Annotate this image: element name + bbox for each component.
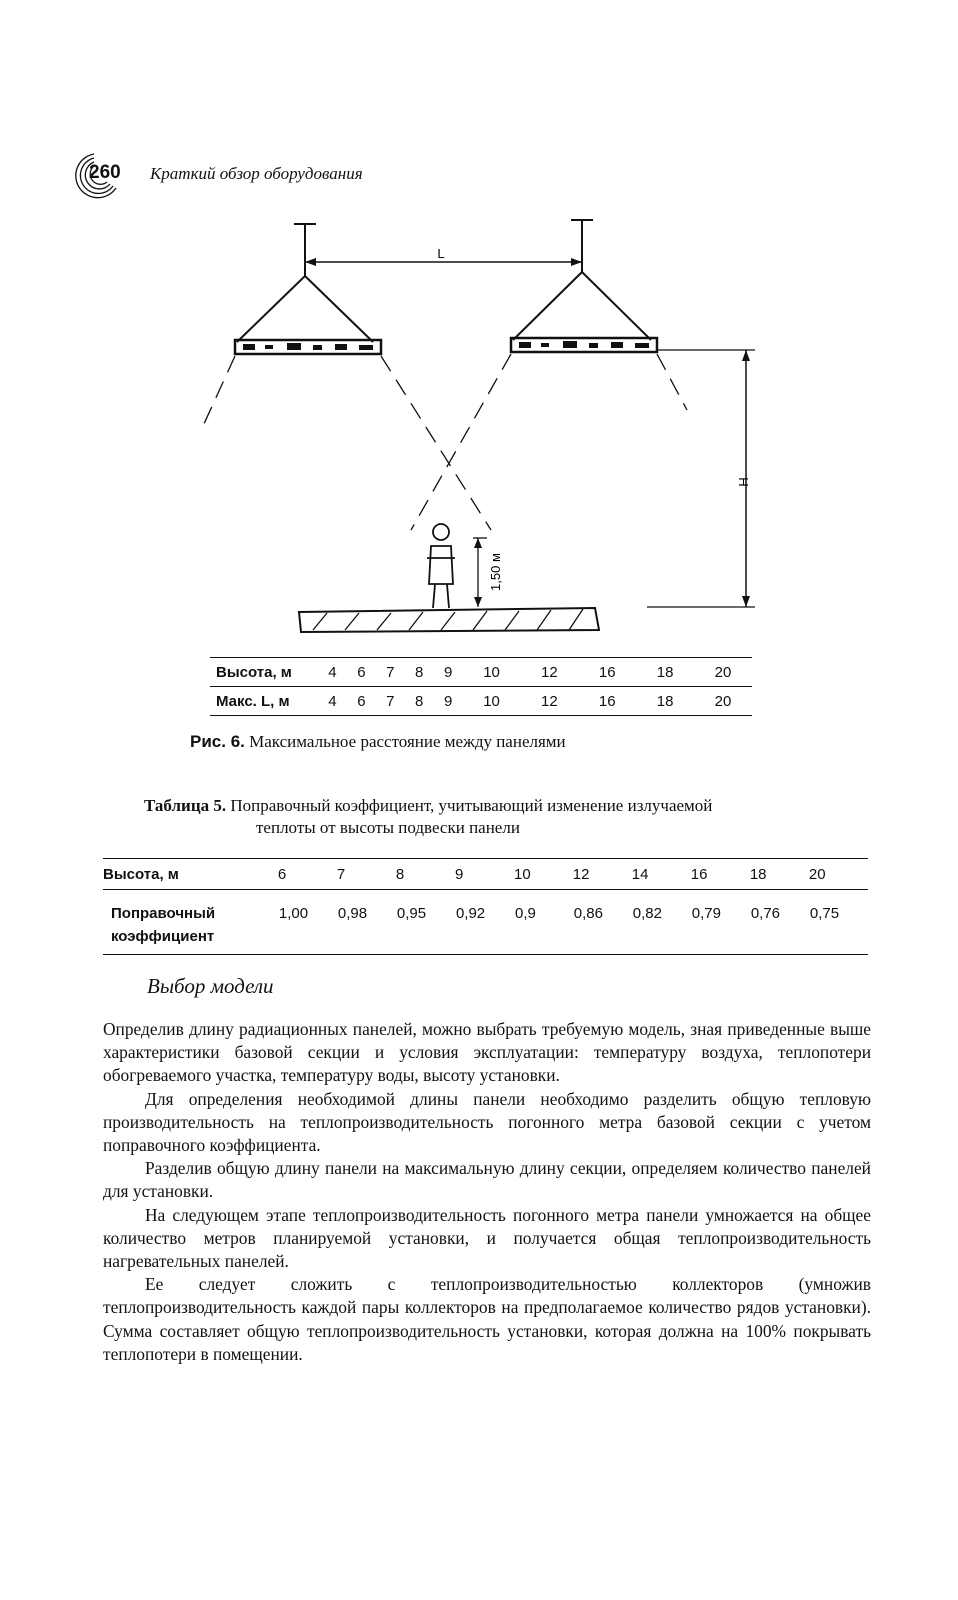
table-cell: 9 — [434, 658, 463, 687]
table-cell: 20 — [694, 687, 752, 716]
left-cable-right — [305, 276, 373, 342]
table5-caption — [144, 795, 868, 839]
table-cell: 8 — [405, 687, 434, 716]
table-cell: 4 — [318, 687, 347, 716]
table-row — [210, 687, 752, 716]
table-cell: 12 — [573, 859, 632, 890]
dimension-L-label: L — [437, 246, 445, 261]
table-cell: 12 — [520, 687, 578, 716]
table-cell: 16 — [578, 687, 636, 716]
table-cell: 8 — [396, 859, 455, 890]
figure-spacing-table — [210, 657, 752, 716]
correction-coefficient-table — [103, 858, 868, 955]
section-title: Выбор модели — [147, 974, 274, 998]
table-cell: 16 — [578, 658, 636, 687]
row-label-height: Высота, м — [210, 658, 318, 687]
table-cell: 9 — [434, 687, 463, 716]
person-figure — [427, 524, 455, 608]
table-cell: 0,75 — [809, 890, 868, 955]
paragraph: На следующем этапе теплопроизводительность погонного метра панели умножается на общее количество метров планируемой установки, и получается общая теплопроизводительность нагревательных панелей. — [103, 1204, 871, 1272]
right-cable-right — [582, 272, 651, 340]
figure-caption — [190, 732, 566, 752]
table-cell: 18 — [636, 687, 694, 716]
row-label-coefficient — [103, 890, 278, 955]
table-cell: 0,76 — [750, 890, 809, 955]
table-cell: 20 — [809, 859, 868, 890]
page-header — [62, 148, 482, 196]
right-cable-left — [513, 272, 582, 340]
table-cell: 18 — [750, 859, 809, 890]
table5-caption-label: Таблица 5. — [144, 796, 227, 815]
table-cell: 12 — [520, 658, 578, 687]
page-number: 260 — [89, 162, 121, 183]
dimension-arrows — [305, 258, 750, 607]
left-panel-ray-inner — [381, 356, 491, 530]
table-cell: 0,9 — [514, 890, 573, 955]
table-cell: 4 — [318, 658, 347, 687]
table-cell: 0,82 — [632, 890, 691, 955]
table-header-row — [103, 859, 868, 890]
row-label-max-L: Макс. L, м — [210, 687, 318, 716]
running-title: Краткий обзор оборудования — [150, 164, 363, 183]
dimension-H-label: H — [736, 477, 751, 487]
right-panel-ray-inner — [411, 354, 511, 530]
dimension-150-label: 1,50 м — [488, 553, 503, 591]
left-cable-left — [237, 276, 305, 342]
table-cell: 7 — [376, 687, 405, 716]
table-cell: 1,00 — [278, 890, 337, 955]
table-cell: 9 — [455, 859, 514, 890]
table-cell: 18 — [636, 658, 694, 687]
paragraph: Для определения необходимой длины панели необходимо разделить общую тепловую производительность на теплопроизводительность погонного метра базовой секции с учетом поправочного коэффициента. — [103, 1088, 871, 1156]
left-panel-ray-outer — [203, 356, 235, 426]
right-panel-ray-outer — [657, 354, 687, 410]
table-row — [103, 890, 868, 955]
paragraph: Ее следует сложить с теплопроизводительностью коллекторов (умножив теплопроизводительность каждой пары коллекторов на предполагаемое количество рядов установки). Сумма составляет общую теплопроизводительность установки, которая должна на 100% покрывать теплопотери в помещении. — [103, 1274, 871, 1364]
table-cell: 10 — [463, 658, 521, 687]
table-cell: 6 — [278, 859, 337, 890]
table-cell: 0,98 — [337, 890, 396, 955]
table-cell: 16 — [691, 859, 750, 890]
paragraph: Разделив общую длину панели на максимальную длину секции, определяем количество панелей для установки. — [103, 1158, 871, 1202]
figure-caption-label: Рис. 6. — [190, 732, 245, 751]
panel-texture — [243, 341, 649, 350]
table-cell: 0,79 — [691, 890, 750, 955]
figure-caption-text: Максимальное расстояние между панелями — [244, 732, 566, 751]
table-row — [210, 658, 752, 687]
table-cell: 20 — [694, 658, 752, 687]
table-cell: 10 — [514, 859, 573, 890]
coef-label-line1: Поправочный — [111, 905, 216, 922]
table-cell: 0,95 — [396, 890, 455, 955]
panel-spacing-diagram — [195, 210, 795, 640]
table5-caption-line1: Поправочный коэффициент, учитывающий изменение излучаемой — [226, 796, 713, 815]
body-text — [103, 1018, 871, 1366]
paragraph: Определив длину радиационных панелей, можно выбрать требуемую модель, зная приведенные выше характеристики базовой секции и условия эксплуатации: температуру воздуха, теплопотери обогреваемого участка, температуру воды, высоту установки. — [103, 1019, 871, 1086]
table-cell: 10 — [463, 687, 521, 716]
table-cell: 8 — [405, 658, 434, 687]
table-cell: 0,86 — [573, 890, 632, 955]
table-cell: 6 — [347, 658, 376, 687]
table-cell: 7 — [376, 658, 405, 687]
table5-caption-line2: теплоты от высоты подвески панели — [256, 818, 520, 837]
table-cell: 14 — [632, 859, 691, 890]
table-cell: 6 — [347, 687, 376, 716]
table-cell: 7 — [337, 859, 396, 890]
column-label-height: Высота, м — [103, 859, 278, 890]
coef-label-line2: коэффициент — [111, 928, 215, 945]
table-cell: 0,92 — [455, 890, 514, 955]
